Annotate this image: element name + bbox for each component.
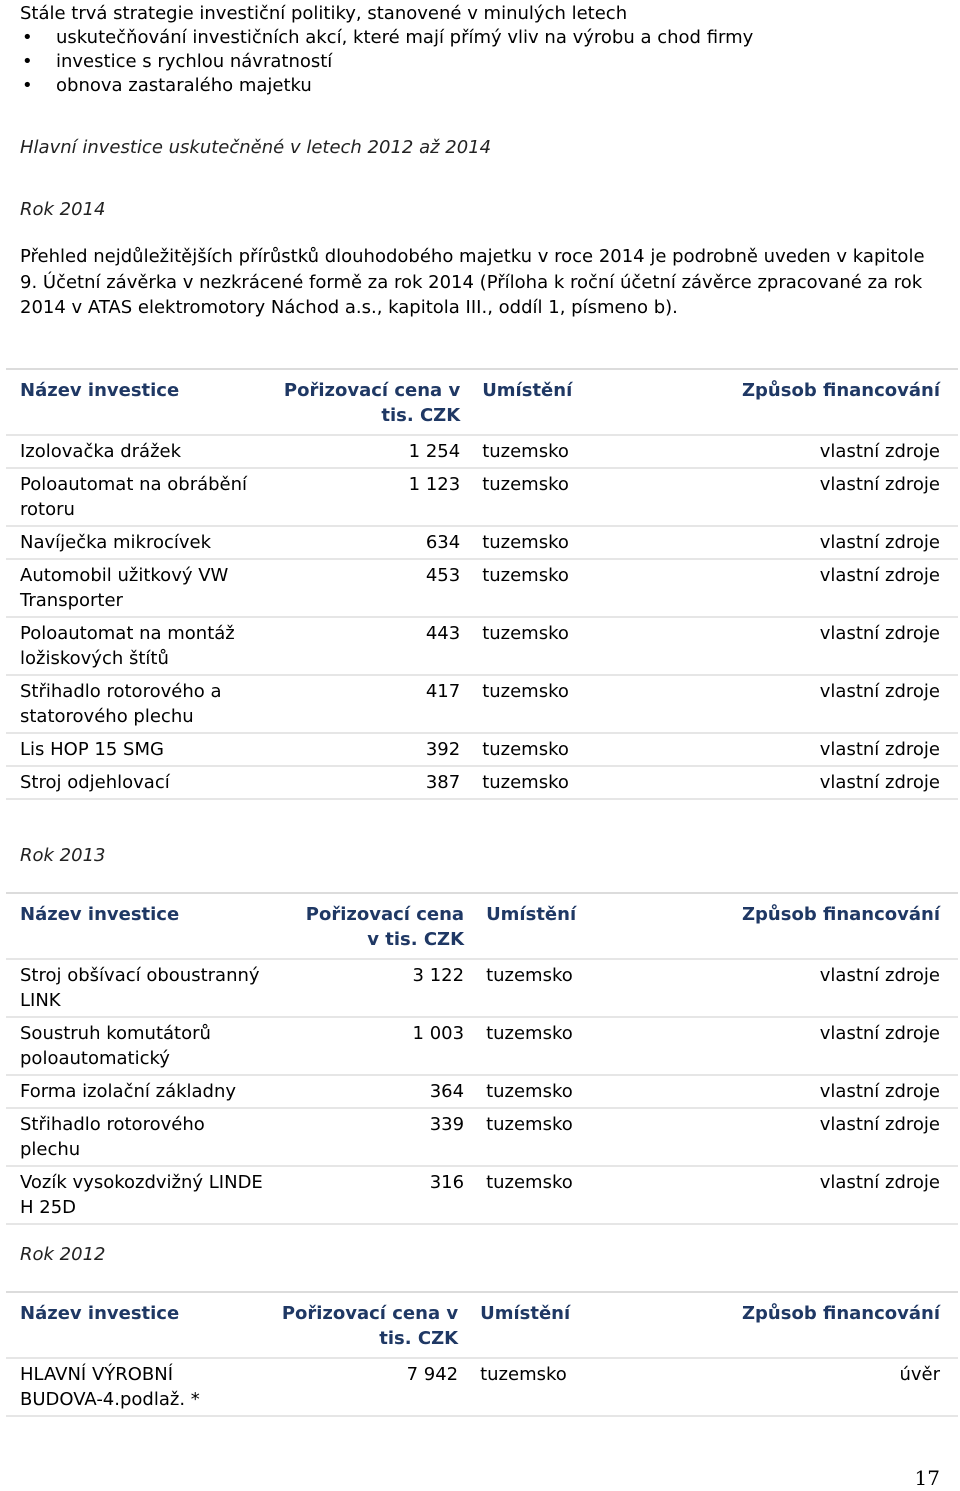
table-row (6, 766, 958, 799)
header-location: Umístění (482, 380, 573, 401)
investment-table-2014 (6, 368, 958, 800)
cell-name: Automobil užitkový VW Transporter (20, 565, 229, 611)
cell-location: tuzemsko (482, 565, 569, 586)
cell-financing: vlastní zdroje (819, 1114, 940, 1135)
cell-financing: vlastní zdroje (819, 681, 940, 702)
cell-location: tuzemsko (482, 532, 569, 553)
cell-name: Poloautomat na obrábění rotoru (20, 474, 248, 520)
table-row (6, 1075, 958, 1108)
bullet-item: • investice s rychlou návratností (22, 51, 333, 72)
bullet-list (20, 26, 945, 98)
table-row (6, 526, 958, 559)
table-row (6, 617, 958, 675)
cell-price: 339 (429, 1114, 465, 1135)
bullet-icon: • (22, 51, 33, 72)
cell-name: Vozík vysokozdvižný LINDE H 25D (20, 1172, 263, 1218)
intro-paragraph: Přehled nejdůležitějších přírůstků dlouhodobého majetku v roce 2014 je podrobně uveden v kapitole 9. Účetní závěrka v nezkrácené formě za rok 2014 (Příloha k roční účetní závěrce zpracované za rok 2014 v ATAS elektromotory Náchod a.s., kapitola III., oddíl 1, písmeno b). (20, 246, 925, 318)
cell-price: 453 (425, 565, 461, 586)
cell-financing: vlastní zdroje (819, 739, 940, 760)
cell-location: tuzemsko (482, 739, 569, 760)
cell-location: tuzemsko (480, 1364, 567, 1385)
cell-location: tuzemsko (486, 1081, 573, 1102)
table-row (6, 468, 958, 526)
cell-price: 634 (425, 532, 461, 553)
header-financing: Způsob financování (742, 904, 940, 925)
cell-price: 316 (429, 1172, 465, 1193)
cell-price: 392 (425, 739, 461, 760)
year-2012-label: Rok 2012 (20, 1244, 106, 1265)
cell-financing: vlastní zdroje (819, 1172, 940, 1193)
investment-table-2012 (6, 1291, 958, 1417)
cell-financing: vlastní zdroje (819, 772, 940, 793)
cell-price: 364 (429, 1081, 465, 1102)
table-row (6, 1108, 958, 1166)
header-price: Pořizovací cena v tis. CZK (283, 380, 461, 426)
table-row (6, 559, 958, 617)
cell-location: tuzemsko (486, 1172, 573, 1193)
section-title: Hlavní investice uskutečněné v letech 2012 až 2014 (20, 137, 492, 158)
cell-location: tuzemsko (482, 441, 569, 462)
cell-financing: vlastní zdroje (819, 1023, 940, 1044)
cell-name: Stroj odjehlovací (20, 772, 170, 793)
investment-table-2013 (6, 892, 958, 1225)
cell-location: tuzemsko (486, 1023, 573, 1044)
bullet-icon: • (22, 75, 33, 96)
cell-price: 1 003 (412, 1023, 465, 1044)
cell-financing: vlastní zdroje (819, 965, 940, 986)
table-header-row (6, 1292, 958, 1358)
cell-name: Střihadlo rotorového a statorového plechu (20, 681, 222, 727)
cell-name: Poloautomat na montáž ložiskových štítů (20, 623, 235, 669)
year-2014-label: Rok 2014 (20, 199, 106, 220)
cell-price: 443 (425, 623, 461, 644)
cell-name: Navíječka mikrocívek (20, 532, 212, 553)
cell-financing: úvěr (899, 1364, 940, 1385)
header-price: Pořizovací cena v tis. CZK (281, 1303, 459, 1349)
header-name: Název investice (20, 1303, 180, 1324)
cell-name: Lis HOP 15 SMG (20, 739, 164, 760)
cell-location: tuzemsko (482, 474, 569, 495)
intro-heading: Stále trvá strategie investiční politiky, stanovené v minulých letech (20, 3, 628, 24)
cell-location: tuzemsko (486, 965, 573, 986)
table-row (6, 1166, 958, 1224)
cell-price: 3 122 (412, 965, 465, 986)
header-location: Umístění (486, 904, 577, 925)
intro-section (20, 2, 945, 160)
cell-price: 7 942 (406, 1364, 459, 1385)
header-name: Název investice (20, 904, 180, 925)
cell-financing: vlastní zdroje (819, 474, 940, 495)
cell-financing: vlastní zdroje (819, 623, 940, 644)
cell-financing: vlastní zdroje (819, 1081, 940, 1102)
cell-name: Soustruh komutátorů poloautomatický (20, 1023, 211, 1069)
bullet-icon: • (22, 27, 33, 48)
cell-location: tuzemsko (486, 1114, 573, 1135)
cell-name: HLAVNÍ VÝROBNÍ BUDOVA-4.podlaž. * (20, 1364, 200, 1410)
table-row (6, 1017, 958, 1075)
cell-price: 1 254 (408, 441, 461, 462)
page-number: 17 (914, 1466, 940, 1490)
cell-financing: vlastní zdroje (819, 565, 940, 586)
table-row (6, 959, 958, 1017)
table-row (6, 675, 958, 733)
cell-name: Stroj obšívací oboustranný LINK (20, 965, 260, 1011)
table-row (6, 733, 958, 766)
cell-name: Izolovačka drážek (20, 441, 182, 462)
table-header-row (6, 893, 958, 959)
header-name: Název investice (20, 380, 180, 401)
year-2013-label: Rok 2013 (20, 845, 106, 866)
cell-name: Střihadlo rotorového plechu (20, 1114, 205, 1160)
header-price: Pořizovací cena v tis. CZK (305, 904, 465, 950)
header-financing: Způsob financování (742, 380, 940, 401)
cell-location: tuzemsko (482, 681, 569, 702)
cell-location: tuzemsko (482, 772, 569, 793)
table-header-row (6, 369, 958, 435)
header-location: Umístění (480, 1303, 571, 1324)
cell-price: 387 (425, 772, 461, 793)
cell-financing: vlastní zdroje (819, 441, 940, 462)
bullet-item: • uskutečňování investičních akcí, které mají přímý vliv na výrobu a chod firmy (22, 27, 754, 48)
cell-financing: vlastní zdroje (819, 532, 940, 553)
cell-price: 1 123 (408, 474, 461, 495)
cell-location: tuzemsko (482, 623, 569, 644)
header-financing: Způsob financování (742, 1303, 940, 1324)
table-row (6, 1358, 958, 1416)
bullet-item: • obnova zastaralého majetku (22, 75, 312, 96)
cell-price: 417 (425, 681, 461, 702)
table-row (6, 435, 958, 468)
cell-name: Forma izolační základny (20, 1081, 237, 1102)
